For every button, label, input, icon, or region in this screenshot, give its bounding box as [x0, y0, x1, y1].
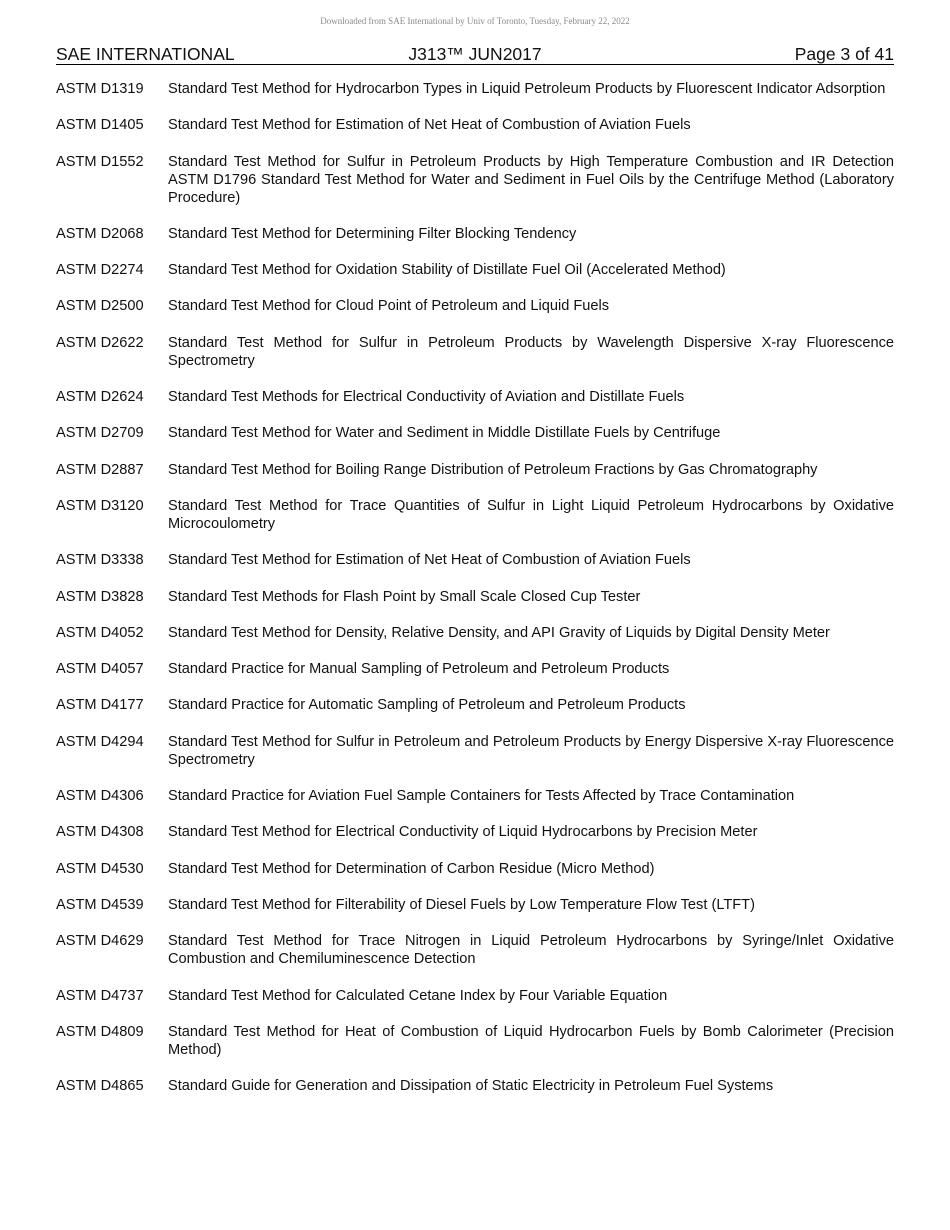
page-number: Page 3 of 41 — [794, 44, 894, 64]
reference-item — [56, 297, 894, 315]
reference-item — [56, 80, 894, 98]
reference-code: ASTM D4308 — [56, 824, 144, 841]
reference-title: Standard Test Method for Trace Quantities of Sulfur in Light Liquid Petroleum Hydrocarbons by Oxidative Microcoulometry — [168, 497, 894, 532]
reference-item — [56, 932, 894, 968]
reference-title: Standard Test Method for Sulfur in Petroleum Products by Wavelength Dispersive X-ray Fluorescence Spectrometry — [168, 334, 894, 369]
reference-code: ASTM D4057 — [56, 661, 144, 678]
reference-title: Standard Test Method for Determination of Carbon Residue (Micro Method) — [168, 860, 655, 877]
reference-item — [56, 388, 894, 406]
reference-code: ASTM D2624 — [56, 389, 144, 406]
reference-item — [56, 1077, 894, 1095]
reference-code: ASTM D4865 — [56, 1078, 144, 1095]
reference-item — [56, 896, 894, 914]
reference-title: Standard Practice for Aviation Fuel Sample Containers for Tests Affected by Trace Contamination — [168, 788, 795, 805]
reference-item — [56, 987, 894, 1005]
reference-title: Standard Test Method for Oxidation Stability of Distillate Fuel Oil (Accelerated Method) — [168, 262, 726, 279]
reference-code: ASTM D2887 — [56, 461, 144, 478]
reference-code: ASTM D4294 — [56, 733, 144, 750]
reference-title: Standard Test Method for Cloud Point of Petroleum and Liquid Fuels — [168, 298, 610, 315]
reference-item — [56, 696, 894, 714]
reference-code: ASTM D4052 — [56, 624, 144, 641]
reference-title: Standard Test Method for Hydrocarbon Types in Liquid Petroleum Products by Fluorescent Indicator Adsorption — [168, 81, 886, 97]
reference-code: ASTM D3120 — [56, 497, 144, 514]
reference-title: Standard Guide for Generation and Dissipation of Static Electricity in Petroleum Fuel Systems — [168, 1078, 774, 1095]
reference-code: ASTM D2709 — [56, 425, 144, 442]
reference-title: Standard Test Method for Trace Nitrogen in Liquid Petroleum Hydrocarbons by Syringe/Inlet Oxidative Combustion and Chemiluminescence Detection — [168, 933, 894, 968]
reference-item — [56, 153, 894, 207]
reference-item — [56, 624, 894, 642]
reference-title: Standard Test Method for Calculated Cetane Index by Four Variable Equation — [168, 987, 668, 1004]
reference-item — [56, 588, 894, 606]
reference-title: Standard Test Method for Determining Filter Blocking Tendency — [168, 225, 577, 242]
reference-item — [56, 497, 894, 533]
reference-code: ASTM D4306 — [56, 788, 144, 805]
reference-title: Standard Test Method for Density, Relative Density, and API Gravity of Liquids by Digital Density Meter — [168, 624, 830, 641]
reference-item — [56, 225, 894, 243]
reference-item — [56, 787, 894, 805]
reference-item — [56, 860, 894, 878]
reference-title: Standard Practice for Manual Sampling of Petroleum and Petroleum Products — [168, 661, 670, 678]
reference-title: Standard Test Method for Filterability of Diesel Fuels by Low Temperature Flow Test (LTFT) — [168, 896, 755, 913]
reference-code: ASTM D4177 — [56, 697, 144, 714]
reference-code: ASTM D1552 — [56, 153, 144, 170]
reference-title: Standard Test Method for Estimation of Net Heat of Combustion of Aviation Fuels — [168, 117, 691, 134]
reference-code: ASTM D4530 — [56, 860, 144, 877]
reference-code: ASTM D1319 — [56, 81, 144, 97]
reference-code: ASTM D2274 — [56, 262, 144, 279]
reference-code: ASTM D3828 — [56, 588, 144, 605]
reference-item — [56, 461, 894, 479]
document-id: J313™ JUN2017 — [408, 44, 542, 64]
reference-item — [56, 733, 894, 769]
reference-title: Standard Test Method for Sulfur in Petroleum Products by High Temperature Combustion and IR Detection ASTM D1796 Standard Test Method for Water and Sediment in Fuel Oils by the Centrifuge Method (Laboratory Procedure) — [168, 153, 894, 206]
reference-code: ASTM D4539 — [56, 896, 144, 913]
reference-title: Standard Test Method for Electrical Conductivity of Liquid Hydrocarbons by Precision Meter — [168, 824, 758, 841]
reference-title: Standard Test Methods for Electrical Conductivity of Aviation and Distillate Fuels — [168, 389, 685, 406]
reference-title: Standard Practice for Automatic Sampling of Petroleum and Petroleum Products — [168, 697, 686, 714]
reference-item — [56, 551, 894, 569]
reference-title: Standard Test Method for Boiling Range Distribution of Petroleum Fractions by Gas Chromatography — [168, 461, 818, 478]
reference-code: ASTM D4629 — [56, 933, 144, 950]
reference-item — [56, 116, 894, 134]
reference-code: ASTM D1405 — [56, 117, 144, 134]
reference-item — [56, 261, 894, 279]
reference-item — [56, 823, 894, 841]
reference-item — [56, 424, 894, 442]
reference-code: ASTM D2068 — [56, 225, 144, 242]
reference-code: ASTM D4809 — [56, 1023, 144, 1040]
reference-code: ASTM D4737 — [56, 987, 144, 1004]
reference-item — [56, 1023, 894, 1059]
reference-list — [56, 80, 894, 1113]
reference-code: ASTM D2622 — [56, 334, 144, 351]
download-watermark: Downloaded from SAE International by Univ of Toronto, Tuesday, February 22, 2022 — [320, 16, 630, 26]
reference-item — [56, 660, 894, 678]
reference-title: Standard Test Method for Water and Sediment in Middle Distillate Fuels by Centrifuge — [168, 425, 721, 442]
reference-title: Standard Test Method for Estimation of Net Heat of Combustion of Aviation Fuels — [168, 552, 691, 569]
reference-code: ASTM D3338 — [56, 552, 144, 569]
reference-item — [56, 334, 894, 370]
publisher-name: SAE INTERNATIONAL — [56, 44, 235, 64]
reference-code: ASTM D2500 — [56, 298, 144, 315]
reference-title: Standard Test Method for Heat of Combustion of Liquid Hydrocarbon Fuels by Bomb Calorimeter (Precision Method) — [168, 1023, 894, 1058]
page-header — [56, 44, 894, 65]
reference-title: Standard Test Method for Sulfur in Petroleum and Petroleum Products by Energy Dispersive X-ray Fluorescence Spectrometry — [168, 733, 894, 768]
reference-title: Standard Test Methods for Flash Point by Small Scale Closed Cup Tester — [168, 588, 641, 605]
